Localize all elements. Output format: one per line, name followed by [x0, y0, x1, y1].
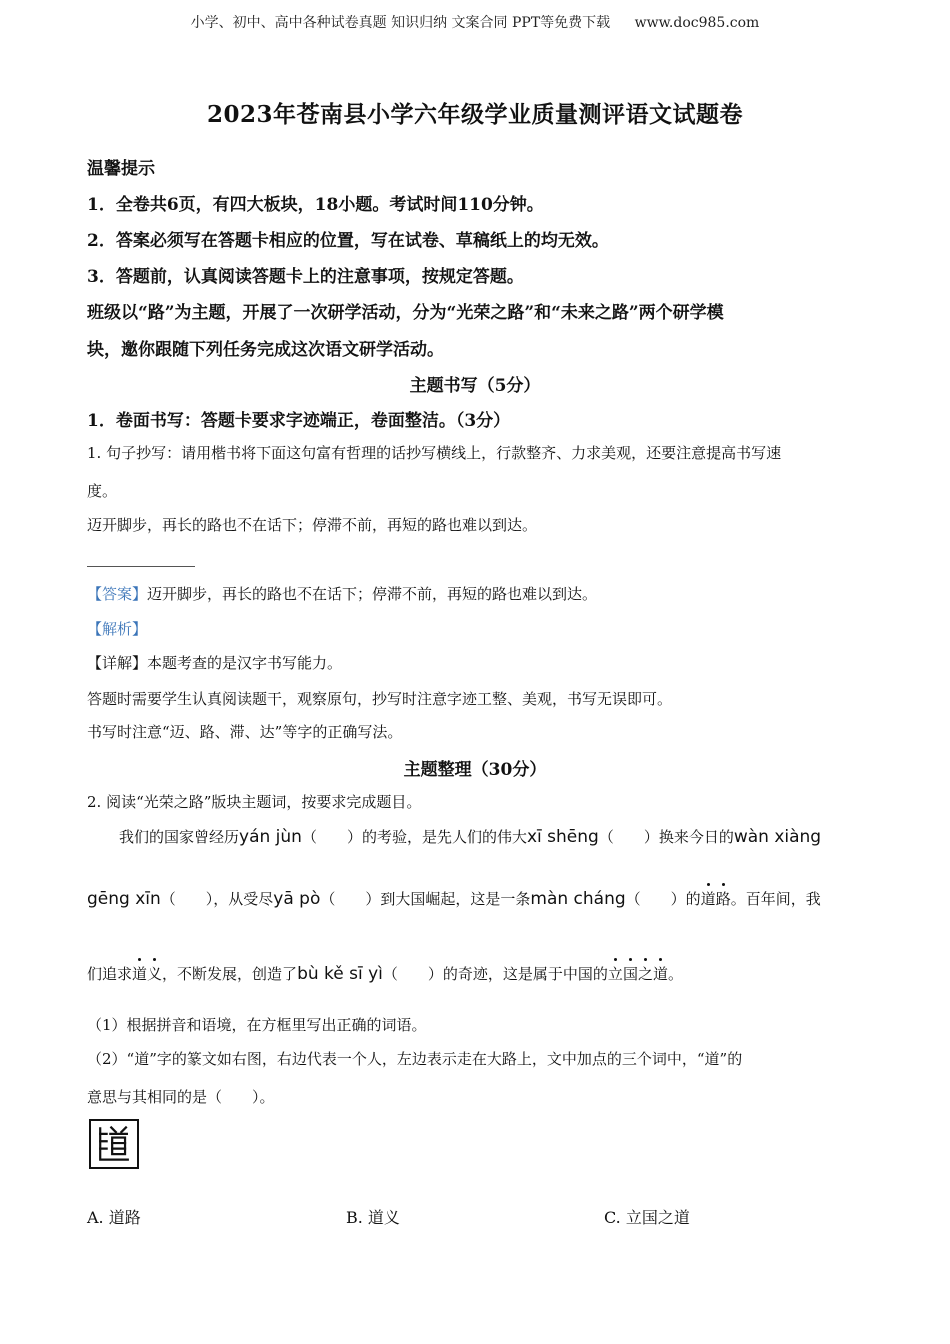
intro-line-2: 块，邀你跟随下列任务完成这次语文研学活动。 — [87, 340, 444, 360]
passage-text: （ ）换来今日的 — [598, 828, 734, 846]
option-c: C. 立国之道 — [604, 1208, 690, 1227]
tips-heading: 温馨提示 — [87, 159, 155, 179]
section-heading-organize: 主题整理（30分） — [403, 760, 547, 780]
question-2-title: 2. 阅读“光荣之路”版块主题词，按要求完成题目。 — [87, 793, 422, 811]
section-heading-writing: 主题书写（5分） — [409, 376, 541, 396]
pinyin-geng-xin: gēng xīn — [87, 889, 161, 909]
explain-line-1: 答题时需要学生认真阅读题干，观察原句，抄写时注意字迹工整、美观，书写无误即可。 — [87, 690, 673, 708]
answer-tag: 【答案】 — [87, 585, 148, 603]
pinyin-bu-ke-si-yi: bù kě sī yì — [297, 964, 383, 984]
intro-line-1: 班级以“路”为主题，开展了一次研学活动，分为“光荣之路”和“未来之路”两个研学模 — [87, 303, 724, 323]
option-b: B. 道义 — [346, 1208, 400, 1227]
passage-line-1 — [119, 826, 899, 847]
passage-text: 们追求 — [87, 965, 133, 983]
passage-text: ，不断发展，创造了 — [162, 965, 298, 983]
pinyin-man-chang: màn cháng — [530, 889, 626, 909]
pinyin-wan-xiang: wàn xiàng — [733, 827, 822, 847]
dotted-char: 道 — [132, 965, 148, 983]
tip-item-2: 2．答案必须写在答题卡相应的位置，写在试卷、草稿纸上的均无效。 — [87, 231, 609, 251]
seal-script-dao-image — [89, 1119, 139, 1169]
dotted-char: 立 — [607, 965, 623, 983]
explain-line-2: 书写时注意“迈、路、滞、达”等字的正确写法。 — [87, 723, 403, 741]
passage-text: （ ）到大国崛起，这是一条 — [320, 890, 531, 908]
analysis-tag: 【解析】 — [87, 620, 148, 638]
page-header — [0, 12, 950, 32]
passage-text: 。百年间，我 — [730, 890, 821, 908]
copy-sentence: 迈开脚步，再长的路也不在话下；停滞不前，再短的路也难以到达。 — [87, 516, 538, 534]
subquestion-1: （1）根据拼音和语境，在方框里写出正确的词语。 — [87, 1016, 427, 1034]
dotted-char: 之 — [637, 965, 653, 983]
seal-glyph-icon — [91, 1121, 137, 1167]
dotted-char: 道 — [652, 965, 668, 983]
passage-line-3 — [87, 963, 867, 984]
question-1-title: 1．卷面书写：答题卡要求字迹端正，卷面整洁。（3分） — [87, 411, 511, 431]
analysis-row — [87, 618, 867, 639]
passage-text: 。 — [667, 965, 683, 983]
question-1-sub-line-2: 度。 — [87, 482, 118, 500]
passage-text: （ ）的 — [625, 890, 701, 908]
answer-line — [87, 566, 195, 567]
pinyin-ya-po: yā pò — [273, 889, 321, 909]
passage-line-2 — [87, 888, 867, 909]
tip-item-1: 1．全卷共6页，有四大板块，18小题。考试时间110分钟。 — [87, 195, 544, 215]
passage-text: （ ），从受尽 — [160, 890, 274, 908]
option-a: A. 道路 — [87, 1208, 141, 1227]
detail-tag: 【详解】 — [87, 654, 148, 672]
passage-text: 我们的国家曾经历 — [119, 828, 240, 846]
dotted-char: 义 — [147, 965, 163, 983]
passage-text: （ ）的奇迹，这是属于中国的 — [382, 965, 608, 983]
question-1-sub-line-1: 1. 句子抄写：请用楷书将下面这句富有哲理的话抄写横线上，行款整齐、力求美观，还要注意提高书写速 — [87, 444, 782, 462]
detail-row — [87, 652, 867, 673]
tip-item-3: 3．答题前，认真阅读答题卡上的注意事项，按规定答题。 — [87, 267, 524, 287]
passage-text: （ ）的考验，是先人们的伟大 — [301, 828, 527, 846]
detail-text: 本题考查的是汉字书写能力。 — [147, 654, 343, 672]
header-text: 小学、初中、高中各种试卷真题 知识归纳 文案合同 PPT等免费下载 — [190, 15, 611, 31]
dotted-char: 路 — [715, 890, 731, 908]
subquestion-2-line-1: （2）“道”字的篆文如右图，右边代表一个人，左边表示走在大路上，文中加点的三个词中，“道”的 — [87, 1050, 743, 1068]
exam-title: 2023年苍南县小学六年级学业质量测评语文试题卷 — [206, 101, 743, 128]
answer-row — [87, 583, 867, 604]
header-site-link[interactable]: www.doc985.com — [634, 15, 760, 31]
answer-text: 迈开脚步，再长的路也不在话下；停滞不前，再短的路也难以到达。 — [147, 585, 598, 603]
dotted-char: 道 — [700, 890, 716, 908]
pinyin-xi-sheng: xī shēng — [526, 827, 599, 847]
pinyin-yan-jun: yán jùn — [239, 827, 302, 847]
dotted-char: 国 — [622, 965, 638, 983]
subquestion-2-line-2: 意思与其相同的是（ ）。 — [87, 1088, 275, 1106]
